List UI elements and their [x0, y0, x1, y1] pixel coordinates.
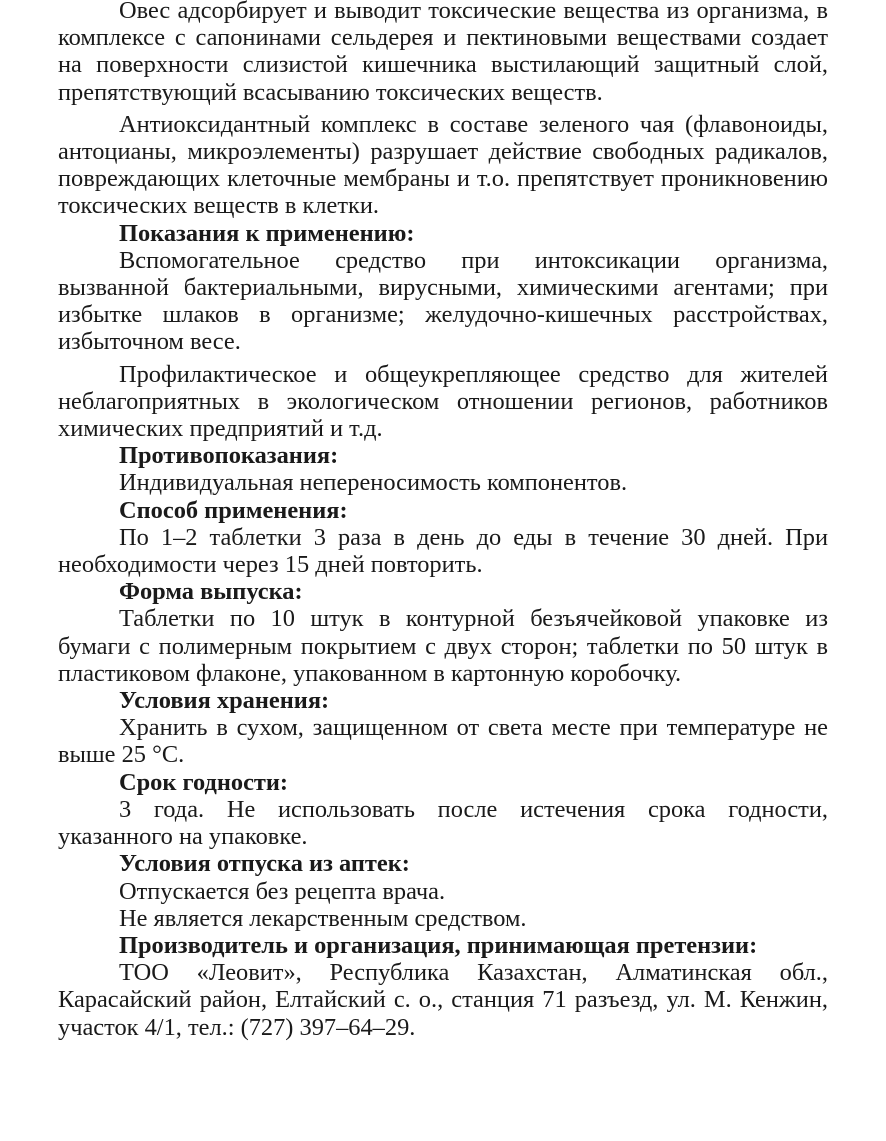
paragraph-storage: Хранить в сухом, защищенном от света месте при температуре не выше 25 °С. [58, 714, 828, 769]
heading-manufacturer: Производитель и организация, принимающая претензии: [119, 931, 758, 959]
heading-contraindications: Противопоказания: [119, 442, 339, 470]
paragraph-shelf-life: 3 года. Не использовать после истечения срока годности, указанного на упаковке. [58, 795, 828, 851]
paragraph-usage: По 1–2 таблетки 3 раза в день до еды в течение 30 дней. При необходимости через 15 дней повторить. [58, 523, 828, 579]
paragraph-indications-1: Вспомогательное средство при интоксикации организма, вызванной бактериальными, вирусными, химическими агентами; при избытке шлаков в организме; желудочно-кишечных расстройствах, избыточном весе. [58, 246, 828, 356]
paragraph-release-form: Таблетки по 10 штук в контурной безъячейковой упаковке из бумаги с полимерным покрытием с двух сторон; таблетки по 50 штук в пластиковом флаконе, упакованном в картонную коробочку. [58, 605, 828, 687]
heading-release-form: Форма выпуска: [119, 578, 303, 606]
heading-indications: Показания к применению: [119, 219, 415, 247]
heading-storage: Условия хранения: [119, 687, 330, 715]
paragraph-contraindications: Индивидуальная непереносимость компонентов. [119, 469, 628, 497]
paragraph-antioxidant: Антиоксидантный комплекс в составе зеленого чая (флавоноиды, антоцианы, микроэлементы) разрушает действие свободных радикалов, повреждающих клеточные мембраны и т.о. препятствует проникновению токсических веществ в клетки. [58, 110, 828, 220]
heading-usage: Способ применения: [119, 496, 348, 524]
paragraph-indications-2: Профилактическое и общеукрепляющее средство для жителей неблагоприятных в экологическом отношении регионов, работников химических предприятий и т.д. [58, 360, 828, 443]
paragraph-manufacturer: ТОО «Леовит», Республика Казахстан, Алматинская обл., Карасайский район, Елтайский с. о., станция 71 разъезд, ул. М. Кенжин, участок 4/1, тел.: (727) 397–64–29. [58, 959, 828, 1041]
document-page [58, 0, 828, 1041]
paragraph-dispensing-1: Отпускается без рецепта врача. [119, 877, 446, 905]
paragraph-dispensing-2: Не является лекарственным средством. [119, 904, 527, 932]
heading-dispensing: Условия отпуска из аптек: [119, 850, 410, 878]
heading-shelf-life: Срок годности: [119, 768, 289, 796]
paragraph-oats: Овес адсорбирует и выводит токсические вещества из организма, в комплексе с сапонинами сельдерея и пектиновыми веществами создает на поверхности слизистой кишечника выстилающий защитный слой, препятствующий всасыванию токсических веществ. [58, 0, 828, 106]
